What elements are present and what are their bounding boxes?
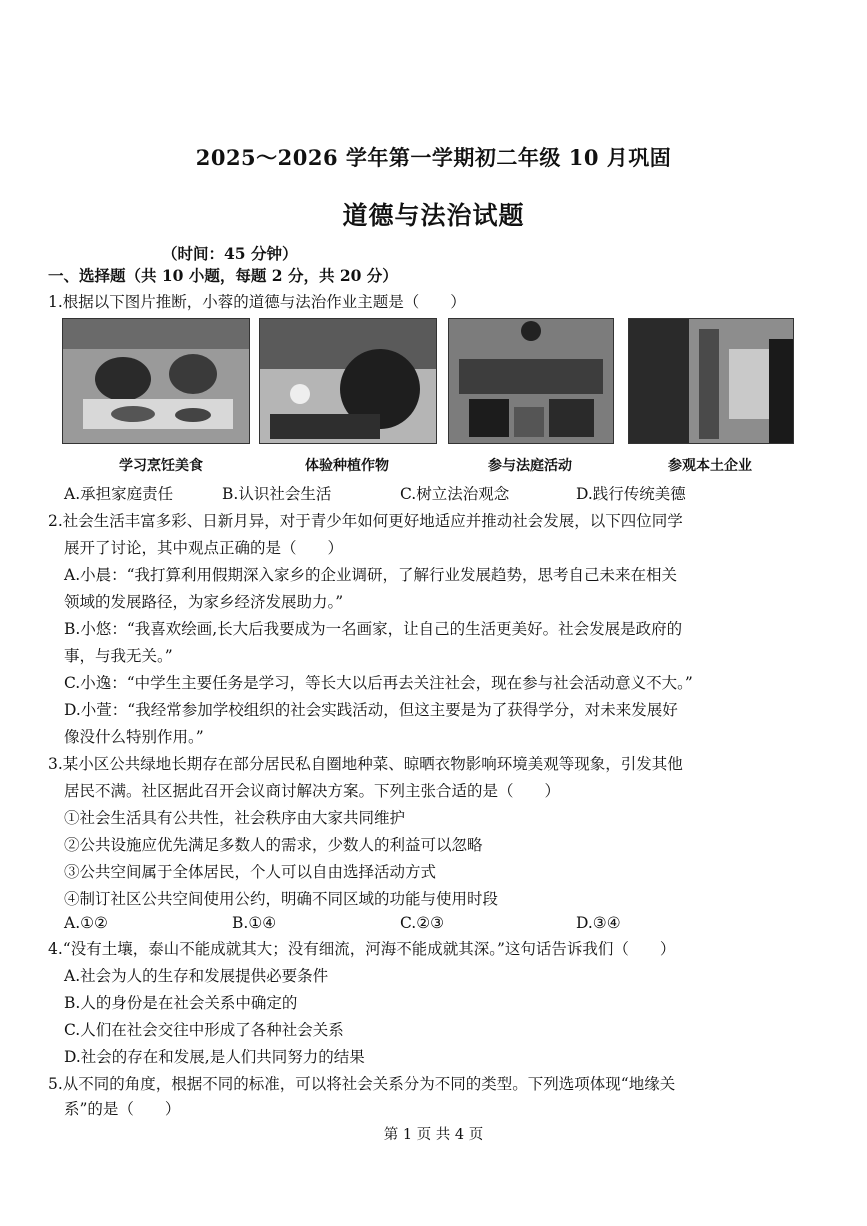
q1-stem: 1.根据以下图片推断，小蓉的道德与法治作业主题是（ ） (48, 293, 466, 311)
q3-statement-4: ④制订社区公共空间使用公约，明确不同区域的功能与使用时段 (64, 890, 499, 908)
exam-title: 2025～2026 学年第一学期初二年级 10 月巩固 (195, 145, 672, 170)
q3-option-a: A.①② (64, 914, 108, 932)
q2-line-3: A.小晨：“我打算利用假期深入家乡的企业调研，了解行业发展趋势，思考自己未来在相关 (64, 566, 678, 584)
q1-caption-2: 体验种植作物 (305, 458, 389, 474)
page-number: 第 1 页 共 4 页 (383, 1127, 484, 1143)
q3-line-1: 3.某小区公共绿地长期存在部分居民私自圈地种菜、晾晒衣物影响环境美观等现象，引发其他 (48, 755, 683, 773)
q1-image-strip (62, 318, 792, 448)
q1-option-d: D.践行传统美德 (576, 485, 686, 503)
q5-line-2: 系”的是（ ） (64, 1100, 181, 1118)
q4-option-a: A.社会为人的生存和发展提供必要条件 (64, 967, 329, 985)
q2-line-8: D.小萱：“我经常参加学校组织的社会实践活动，但这主要是为了获得学分，对未来发展好 (64, 701, 678, 719)
q4-option-c: C.人们在社会交往中形成了各种社会关系 (64, 1021, 344, 1039)
q1-option-a: A.承担家庭责任 (64, 485, 174, 503)
courtroom-photo-icon (448, 318, 614, 444)
q3-line-2: 居民不满。社区据此召开会议商讨解决方案。下列主张合适的是（ ） (64, 782, 561, 800)
q3-option-b: B.①④ (232, 914, 277, 932)
q2-line-9: 像没什么特别作用。” (64, 728, 204, 746)
q2-line-2: 展开了讨论，其中观点正确的是（ ） (64, 539, 344, 557)
q2-line-5: B.小悠：“我喜欢绘画,长大后我要成为一名画家，让自己的生活更美好。社会发展是政府的 (64, 620, 683, 638)
subject-title: 道德与法治试题 (342, 201, 525, 230)
q4-option-b: B.人的身份是在社会关系中确定的 (64, 994, 298, 1012)
q4-stem: 4.“没有土壤，泰山不能成就其大；没有细流，河海不能成就其深。”这句话告诉我们（ ） (48, 940, 676, 958)
q2-line-7: C.小逸：“中学生主要任务是学习，等长大以后再去关注社会，现在参与社会活动意义不大。” (64, 674, 693, 692)
q3-statement-1: ①社会生活具有公共性，社会秩序由大家共同维护 (64, 809, 406, 827)
q1-option-c: C.树立法治观念 (400, 485, 510, 503)
q1-caption-3: 参与法庭活动 (488, 458, 572, 474)
factory-photo-icon (628, 318, 794, 444)
q3-statement-3: ③公共空间属于全体居民，个人可以自由选择活动方式 (64, 863, 437, 881)
q5-line-1: 5.从不同的角度，根据不同的标准，可以将社会关系分为不同的类型。下列选项体现“地缘关 (48, 1075, 676, 1093)
q3-statement-2: ②公共设施应优先满足多数人的需求，少数人的利益可以忽略 (64, 836, 483, 854)
q1-option-b: B.认识社会生活 (222, 485, 332, 503)
planting-photo-icon (259, 318, 437, 444)
q2-line-6: 事，与我无关。” (64, 647, 173, 665)
q3-option-c: C.②③ (400, 914, 445, 932)
q2-line-4: 领域的发展路径，为家乡经济发展助力。” (64, 593, 344, 611)
q1-caption-4: 参观本土企业 (668, 458, 752, 474)
q2-line-1: 2.社会生活丰富多彩、日新月异，对于青少年如何更好地适应并推动社会发展，以下四位同学 (48, 512, 683, 530)
q4-option-d: D.社会的存在和发展,是人们共同努力的结果 (64, 1048, 365, 1066)
section-heading: 一、选择题（共 10 小题，每题 2 分，共 20 分） (48, 266, 398, 285)
cooking-photo-icon (62, 318, 250, 444)
q3-option-d: D.③④ (576, 914, 621, 932)
time-limit: （时间：45 分钟） (162, 244, 298, 263)
q1-caption-1: 学习烹饪美食 (119, 458, 203, 474)
